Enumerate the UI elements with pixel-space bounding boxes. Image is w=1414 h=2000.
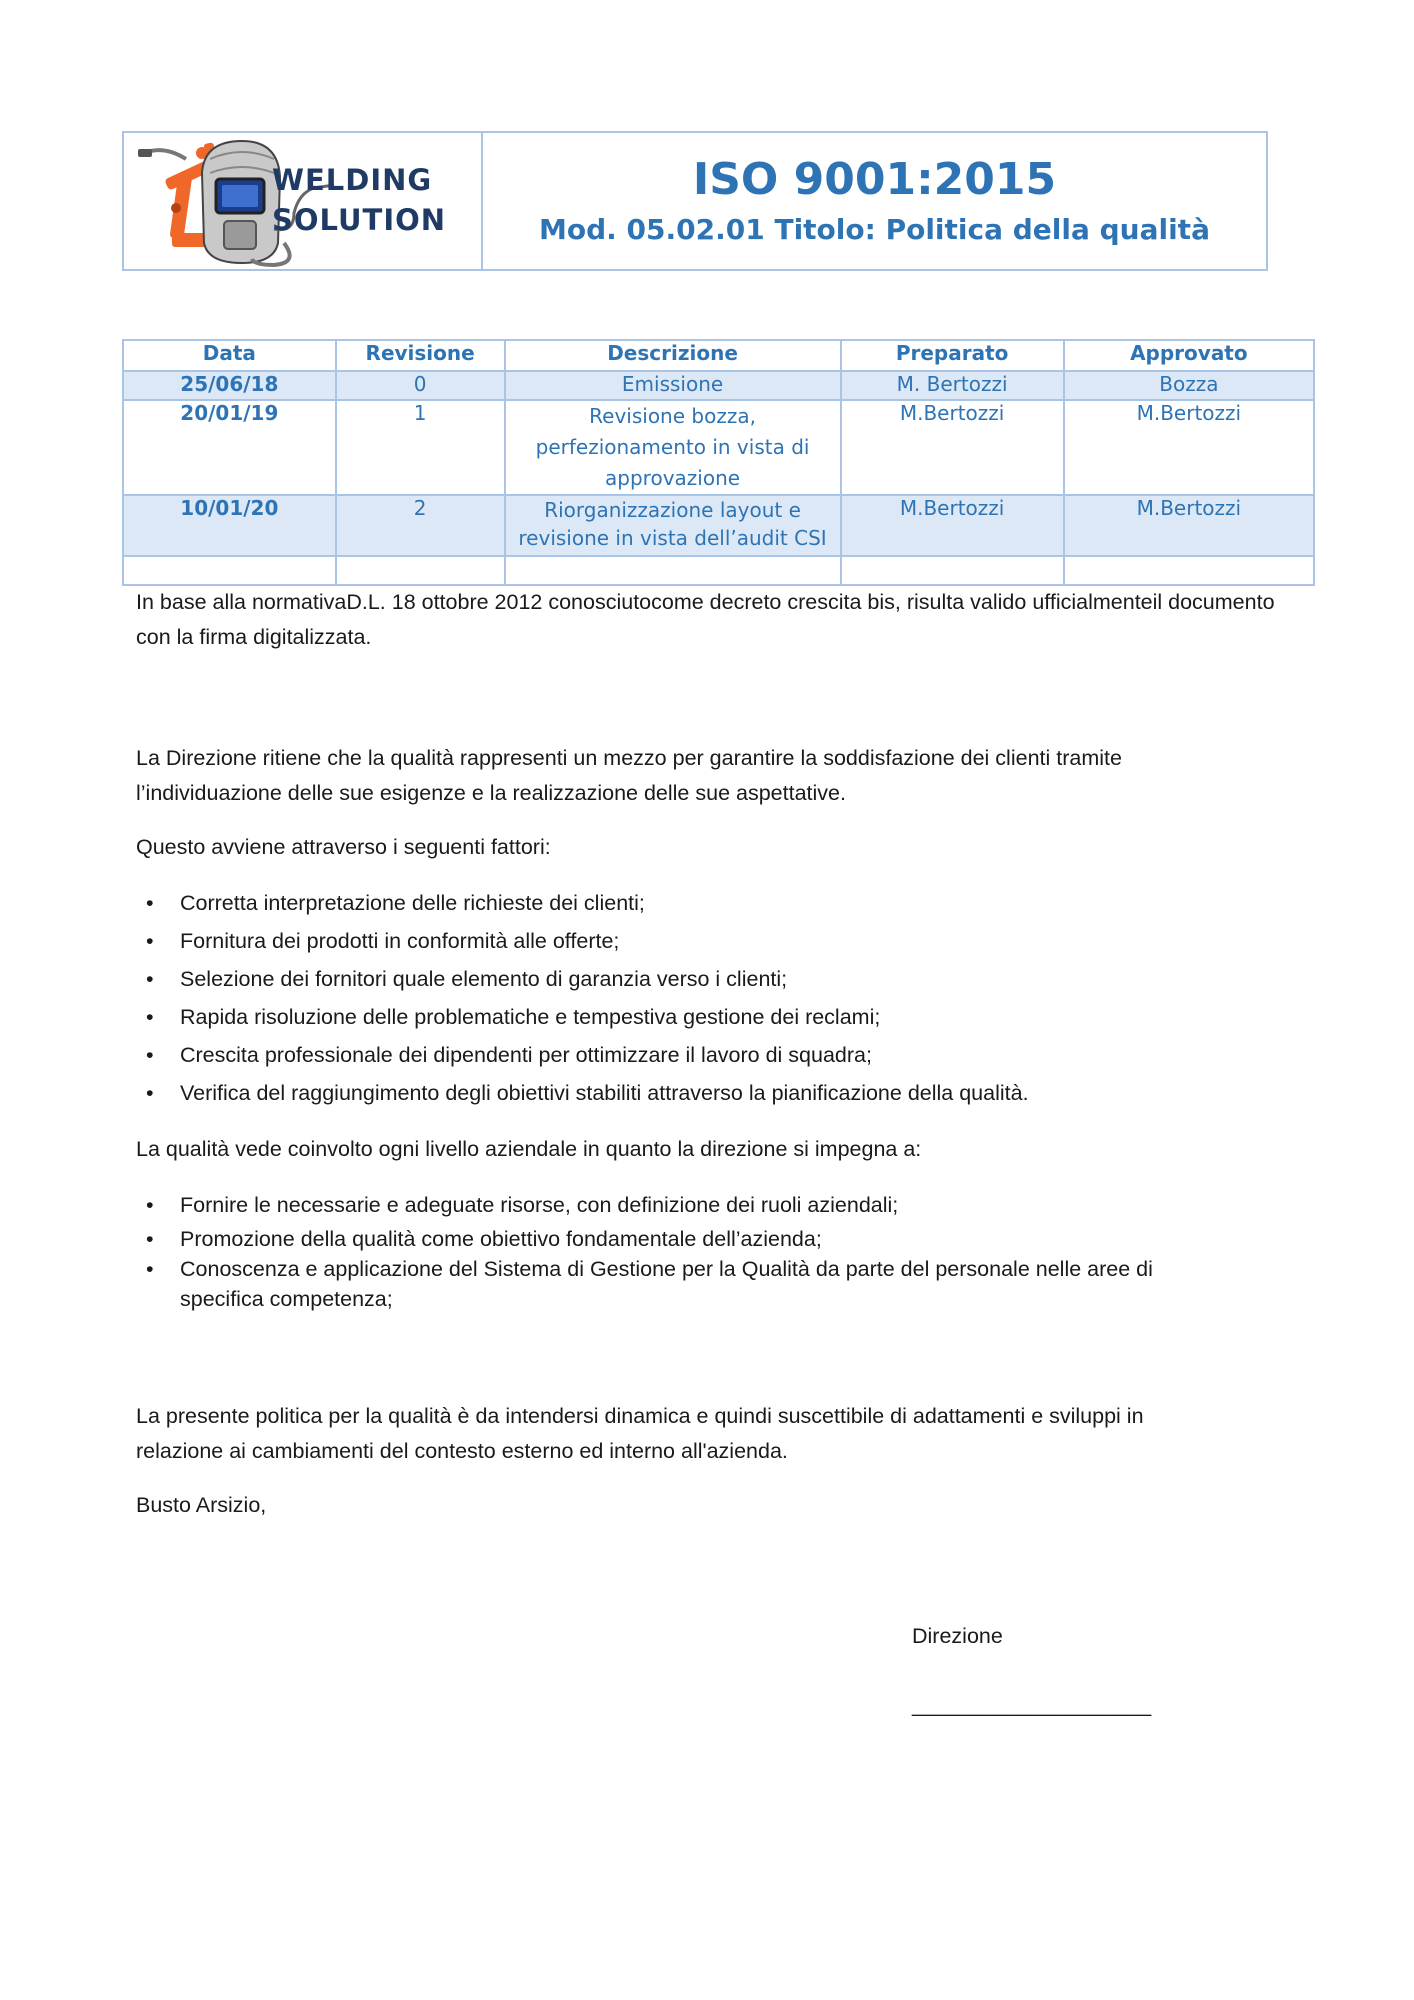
company-logo	[124, 133, 483, 269]
list-item: • Verifica del raggiungimento degli obiettivi stabiliti attraverso la pianificazione della qualità.	[136, 1074, 1236, 1112]
table-row	[123, 495, 1314, 556]
cell-approved: Bozza	[1064, 371, 1314, 400]
column-header-description: Descrizione	[505, 340, 841, 371]
closing-paragraph: La presente politica per la qualità è da intendersi dinamica e quindi suscettibile di adattamenti e sviluppi in relazione ai cambiamenti del contesto esterno ed interno all'azienda.	[136, 1404, 1144, 1463]
signature-line: ____________________	[912, 1693, 1152, 1717]
factors-lead: Questo avviene attraverso i seguenti fattori:	[136, 835, 551, 859]
cell-description: Emissione	[505, 371, 841, 400]
cell-description: Revisione bozza, perfezionamento in vista di approvazione	[505, 400, 841, 495]
signature-label: Direzione	[912, 1624, 1003, 1648]
cell-approved: M.Bertozzi	[1064, 495, 1314, 556]
table-header-row	[123, 340, 1314, 371]
column-header-date: Data	[123, 340, 336, 371]
table-row	[123, 400, 1314, 495]
intro-paragraph: La Direzione ritiene che la qualità rappresenti un mezzo per garantire la soddisfazione dei clienti tramite l’individuazione delle sue esigenze e la realizzazione delle sue aspettative.	[136, 746, 1122, 805]
column-header-revision: Revisione	[336, 340, 505, 371]
cell-revision: 2	[336, 495, 505, 556]
cell-approved: M.Bertozzi	[1064, 400, 1314, 495]
list-item: • Selezione dei fornitori quale elemento di garanzia verso i clienti;	[136, 960, 1236, 998]
list-item: • Promozione della qualità come obiettivo fondamentale dell’azienda;	[136, 1224, 1176, 1254]
legal-note: In base alla normativaD.L. 18 ottobre 2012 conosciutocome decreto crescita bis, risulta valido ufficialmenteil documento con la firma digitalizzata.	[136, 590, 1275, 649]
column-header-approved: Approvato	[1064, 340, 1314, 371]
revision-table	[122, 339, 1315, 586]
welding-robot-helmet-icon	[124, 133, 477, 269]
list-item: • Corretta interpretazione delle richieste dei clienti;	[136, 884, 1236, 922]
logo-line-2: SOLUTION	[272, 203, 447, 237]
cell-date: 25/06/18	[123, 371, 336, 400]
logo-line-1: WELDING	[272, 163, 433, 197]
cell-date: 10/01/20	[123, 495, 336, 556]
factors-list	[136, 884, 1236, 1112]
header-title-area	[483, 133, 1266, 269]
place-line: Busto Arsizio,	[136, 1493, 267, 1517]
column-header-prepared: Preparato	[841, 340, 1064, 371]
cell-revision: 0	[336, 371, 505, 400]
list-item: • Fornire le necessarie e adeguate risorse, con definizione dei ruoli aziendali;	[136, 1190, 1176, 1220]
table-row	[123, 371, 1314, 400]
list-item: • Fornitura dei prodotti in conformità alle offerte;	[136, 922, 1236, 960]
module-title: Mod. 05.02.01 Titolo: Politica della qualità	[539, 212, 1210, 246]
cell-date: 20/01/19	[123, 400, 336, 495]
cell-prepared: M. Bertozzi	[841, 371, 1064, 400]
cell-prepared: M.Bertozzi	[841, 495, 1064, 556]
commitments-list	[136, 1190, 1176, 1314]
cell-prepared: M.Bertozzi	[841, 400, 1064, 495]
cell-description: Riorganizzazione layout e revisione in vista dell’audit CSI	[505, 495, 841, 556]
list-item: • Conoscenza e applicazione del Sistema di Gestione per la Qualità da parte del personale nelle aree di specifica competenza;	[136, 1254, 1176, 1314]
cell-revision: 1	[336, 400, 505, 495]
list-item: • Rapida risoluzione delle problematiche e tempestiva gestione dei reclami;	[136, 998, 1236, 1036]
standard-title: ISO 9001:2015	[692, 154, 1057, 206]
table-row-empty	[123, 556, 1314, 585]
document-header	[122, 131, 1268, 271]
list-item: • Crescita professionale dei dipendenti per ottimizzare il lavoro di squadra;	[136, 1036, 1236, 1074]
commitment-lead: La qualità vede coinvolto ogni livello aziendale in quanto la direzione si impegna a:	[136, 1137, 922, 1161]
